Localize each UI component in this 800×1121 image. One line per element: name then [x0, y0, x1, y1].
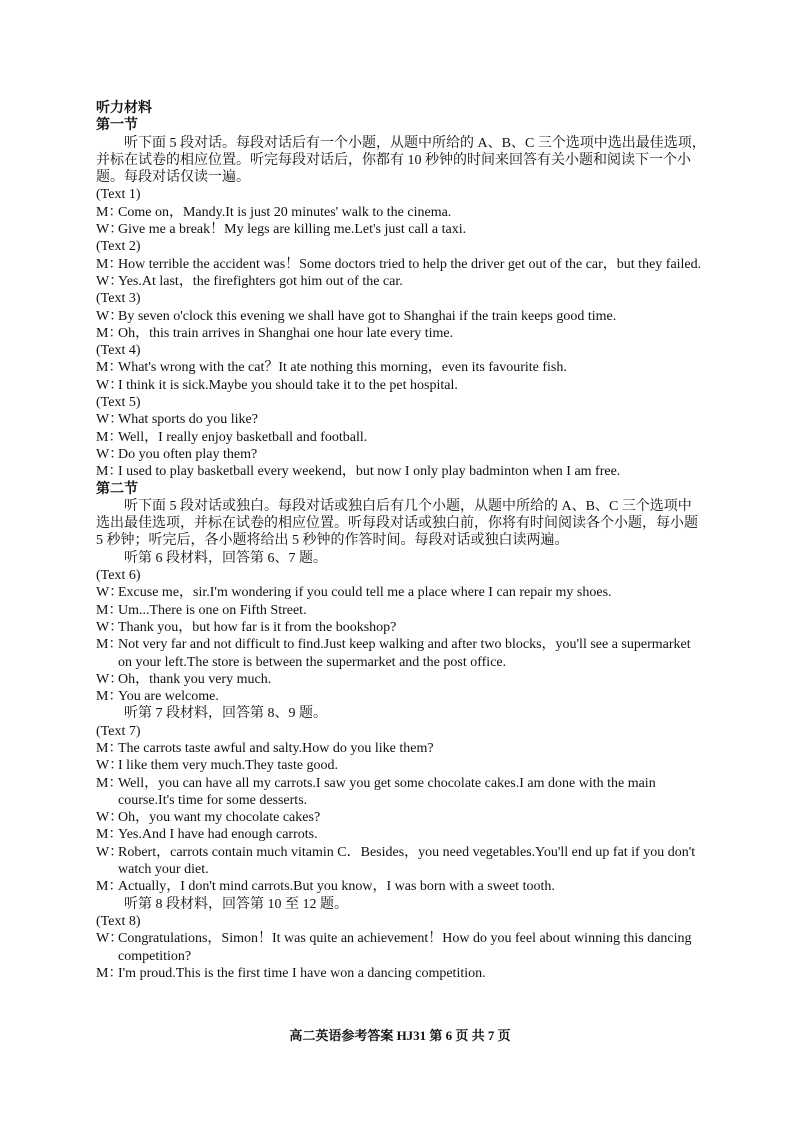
utterance-text: Um...There is one on Fifth Street. [118, 602, 307, 618]
utterance-text: on your left.The store is between the supermarket and the post office. [118, 654, 507, 670]
dialogue-line [96, 757, 714, 774]
speaker-tag: W： [96, 810, 124, 826]
dialogue-line [96, 809, 714, 826]
dialogue-line [96, 377, 714, 394]
dialogue-line [96, 359, 714, 376]
dialogue-line [96, 584, 714, 601]
section-1-instruction: 听下面 5 段对话。每段对话后有一个小题，从题中所给的 A、B、C 三个选项中选出最佳选项， [124, 135, 706, 151]
utterance-text: Thank you，but how far is it from the bookshop? [118, 619, 397, 635]
dialogue-line [96, 671, 714, 688]
speaker-tag: M： [96, 827, 123, 843]
utterance-text: Yes.And I have had enough carrots. [118, 827, 318, 843]
speaker-tag: M： [96, 360, 123, 376]
dialogue-line [96, 861, 714, 878]
speaker-tag: M： [96, 325, 123, 341]
speaker-tag: W： [96, 412, 124, 428]
utterance-text: course.It's time for some desserts. [118, 792, 308, 808]
dialogue-label: (Text 1) [96, 187, 141, 203]
utterance-text: How terrible the accident was！Some doctors tried to help the driver get out of the car，but they failed. [118, 256, 702, 272]
dialogue-label: (Text 2) [96, 239, 141, 255]
dialogue-line [96, 878, 714, 895]
utterance-text: Robert，carrots contain much vitamin C．Besides，you need vegetables.You'll end up fat if you don't [118, 844, 696, 860]
utterance-text: Congratulations，Simon！It was quite an achievement！How do you feel about winning this dancing [118, 931, 692, 947]
dialogue-line [96, 740, 714, 757]
dialogue-line [96, 325, 714, 342]
dialogue-line [96, 948, 714, 965]
dialogue-line [96, 775, 714, 792]
section-2-instruction: 5 秒钟；听完后，各小题将给出 5 秒钟的作答时间。每段对话或独白读两遍。 [96, 533, 569, 549]
dialogue-line [96, 688, 714, 705]
page-footer: 高二英语参考答案 HJ31 第 6 页 共 7 页 [289, 1028, 511, 1043]
speaker-tag: W： [96, 308, 124, 324]
speaker-tag: M： [96, 256, 123, 272]
utterance-text: I used to play basketball every weekend，but now I only play badminton when I am free. [118, 464, 621, 480]
utterance-text: I like them very much.They taste good. [118, 758, 339, 774]
utterance-text: watch your diet. [118, 862, 209, 878]
section-heading-2: 第二节 [96, 481, 138, 497]
dialogue-line [96, 844, 714, 861]
speaker-tag: M： [96, 775, 123, 791]
dialogue-label: (Text 7) [96, 723, 141, 739]
dialogue-line [96, 256, 714, 273]
dialogue-line [96, 636, 714, 653]
utterance-text: I think it is sick.Maybe you should take it to the pet hospital. [118, 377, 458, 393]
dialogue-line [96, 221, 714, 238]
dialogue-line [96, 273, 714, 290]
speaker-tag: W： [96, 446, 124, 462]
dialogue-line [96, 204, 714, 221]
speaker-tag: W： [96, 585, 124, 601]
dialogue-line [96, 463, 714, 480]
speaker-tag: M： [96, 689, 123, 705]
utterance-text: Oh，you want my chocolate cakes? [118, 810, 321, 826]
speaker-tag: M： [96, 602, 123, 618]
utterance-text: By seven o'clock this evening we shall have got to Shanghai if the train keeps good time. [118, 308, 617, 324]
text8-prompt: 听第 8 段材料，回答第 10 至 12 题。 [124, 896, 348, 912]
text6-prompt: 听第 6 段材料，回答第 6、7 题。 [124, 550, 327, 566]
speaker-tag: M： [96, 740, 123, 756]
speaker-tag: M： [96, 965, 123, 981]
text6-dialogue [96, 567, 714, 705]
utterance-text: Well，you can have all my carrots.I saw you get some chocolate cakes.I am done with the main [118, 775, 656, 791]
dialogue-line [96, 446, 714, 463]
section-2-instruction: 选出最佳选项，并标在试卷的相应位置。听每段对话或独白前，你将有时间阅读各个小题，每小题 [96, 516, 698, 532]
utterance-text: Excuse me，sir.I'm wondering if you could tell me a place where I can repair my shoes. [118, 585, 612, 601]
speaker-tag: W： [96, 619, 124, 635]
utterance-text: competition? [118, 948, 192, 964]
dialogue-label: (Text 3) [96, 291, 141, 307]
speaker-tag: M： [96, 879, 123, 895]
dialogue-label: (Text 6) [96, 568, 141, 584]
speaker-tag: M： [96, 429, 123, 445]
utterance-text: Oh，this train arrives in Shanghai one hour late every time. [118, 325, 454, 341]
speaker-tag: W： [96, 931, 124, 947]
utterance-text: Oh，thank you very much. [118, 671, 272, 687]
speaker-tag: W： [96, 671, 124, 687]
utterance-text: Do you often play them? [118, 446, 258, 462]
dialogue-line [96, 602, 714, 619]
speaker-tag: W： [96, 377, 124, 393]
section-1-instruction: 题。每段对话仅读一遍。 [96, 170, 250, 186]
dialogue-line [96, 308, 714, 325]
dialogue-line [96, 930, 714, 947]
document-title: 听力材料 [96, 101, 152, 116]
section-2-instruction: 听下面 5 段对话或独白。每段对话或独白后有几个小题，从题中所给的 A、B、C 三个选项中 [124, 498, 692, 514]
utterance-text: Actually，I don't mind carrots.But you know，I was born with a sweet tooth. [118, 879, 555, 895]
speaker-tag: W： [96, 222, 124, 238]
speaker-tag: M： [96, 464, 123, 480]
section-1-dialogues [96, 186, 714, 480]
dialogue-line [96, 965, 714, 982]
utterance-text: Not very far and not difficult to find.Just keep walking and after two blocks，you'll see a supermarket [118, 637, 691, 653]
text7-prompt: 听第 7 段材料，回答第 8、9 题。 [124, 706, 327, 722]
utterance-text: I'm proud.This is the first time I have won a dancing competition. [118, 965, 486, 981]
utterance-text: The carrots taste awful and salty.How do you like them? [118, 740, 434, 756]
text7-dialogue [96, 723, 714, 896]
utterance-text: What's wrong with the cat？It ate nothing this morning，even its favourite fish. [118, 360, 567, 376]
dialogue-line [96, 654, 714, 671]
utterance-text: You are welcome. [118, 689, 219, 705]
speaker-tag: W： [96, 844, 124, 860]
dialogue-line [96, 411, 714, 428]
utterance-text: Well，I really enjoy basketball and football. [118, 429, 368, 445]
utterance-text: Come on，Mandy.It is just 20 minutes' walk to the cinema. [118, 204, 452, 220]
listening-material [96, 100, 714, 982]
utterance-text: Yes.At last，the firefighters got him out of the car. [118, 273, 403, 289]
dialogue-line [96, 429, 714, 446]
section-heading-1: 第一节 [96, 118, 138, 134]
utterance-text: Give me a break！My legs are killing me.Let's just call a taxi. [118, 222, 467, 238]
text8-dialogue [96, 913, 714, 982]
dialogue-line [96, 792, 714, 809]
dialogue-line [96, 619, 714, 636]
utterance-text: What sports do you like? [118, 412, 258, 428]
dialogue-label: (Text 8) [96, 913, 141, 929]
section-1-instruction: 并标在试卷的相应位置。听完每段对话后，你都有 10 秒钟的时间来回答有关小题和阅读下一个小 [96, 152, 691, 168]
speaker-tag: M： [96, 637, 123, 653]
dialogue-line [96, 826, 714, 843]
speaker-tag: M： [96, 204, 123, 220]
dialogue-label: (Text 5) [96, 395, 141, 411]
speaker-tag: W： [96, 758, 124, 774]
speaker-tag: W： [96, 273, 124, 289]
dialogue-label: (Text 4) [96, 343, 141, 359]
